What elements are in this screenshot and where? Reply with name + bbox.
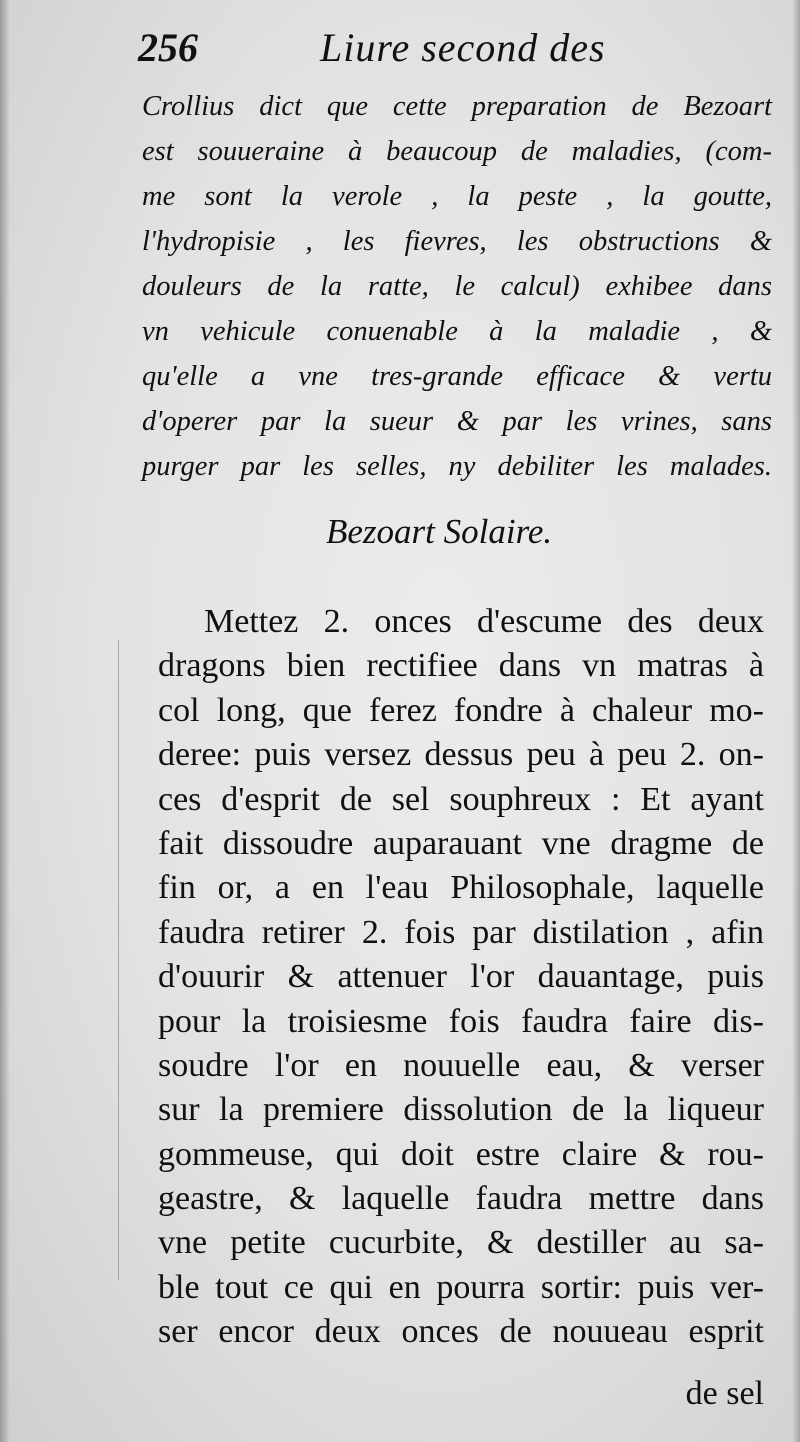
margin-pencil-mark bbox=[118, 640, 137, 1280]
body-line: pour la troisiesme fois faudra faire dis- bbox=[158, 1002, 764, 1040]
body-line: ser encor deux onces de nouueau esprit bbox=[158, 1313, 764, 1351]
page-number: 256 bbox=[138, 25, 198, 70]
body-line: ble tout ce qui en pourra sortir: puis ver- bbox=[158, 1268, 764, 1306]
body-line: geastre, & laquelle faudra mettre dans bbox=[158, 1180, 764, 1218]
body-line: ces d'esprit de sel souphreux : Et ayant bbox=[158, 780, 764, 818]
italic-line: douleurs de la ratte, le calcul) exhibee dans bbox=[142, 271, 772, 302]
catchword: de sel bbox=[685, 1375, 764, 1412]
italic-line: purger par les selles, ny debiliter les malades. bbox=[142, 451, 772, 482]
body-line: deree: puis versez dessus peu à peu 2. on- bbox=[158, 736, 764, 774]
italic-paragraph bbox=[142, 84, 772, 489]
section-title: Bezoart Solaire. bbox=[326, 512, 553, 551]
page-edge-shadow-right bbox=[792, 0, 800, 1442]
body-line: Mettez 2. onces d'escume des deux bbox=[204, 603, 764, 640]
body-line: soudre l'or en nouuelle eau, & verser bbox=[158, 1046, 764, 1084]
page-edge-shadow-left bbox=[0, 0, 10, 1442]
body-paragraph bbox=[158, 600, 764, 1355]
running-head: Liure second des bbox=[320, 25, 606, 70]
body-line: fin or, a en l'eau Philosophale, laquelle bbox=[158, 869, 764, 907]
italic-line: d'operer par la sueur & par les vrines, sans bbox=[142, 406, 772, 437]
body-line: gommeuse, qui doit estre claire & rou- bbox=[158, 1135, 764, 1173]
page-header bbox=[138, 22, 618, 82]
body-line: dragons bien rectifiee dans vn matras à bbox=[158, 647, 764, 685]
italic-line: est souueraine à beaucoup de maladies, (com- bbox=[142, 136, 772, 167]
italic-line: Crollius dict que cette preparation de Bezoart bbox=[142, 91, 772, 122]
body-line: sur la premiere dissolution de la liqueur bbox=[158, 1091, 764, 1129]
body-line: d'ouurir & attenuer l'or dauantage, puis bbox=[158, 958, 764, 996]
body-line: vne petite cucurbite, & destiller au sa- bbox=[158, 1224, 764, 1262]
italic-line: l'hydropisie , les fievres, les obstructions & bbox=[142, 226, 772, 257]
italic-line: qu'elle a vne tres-grande efficace & vertu bbox=[142, 361, 772, 392]
italic-line: vn vehicule conuenable à la maladie , & bbox=[142, 316, 772, 347]
body-line: col long, que ferez fondre à chaleur mo- bbox=[158, 691, 764, 729]
italic-line: me sont la verole , la peste , la goutte, bbox=[142, 181, 772, 212]
body-line: faudra retirer 2. fois par distilation , afin bbox=[158, 913, 764, 951]
body-line: fait dissoudre auparauant vne dragme de bbox=[158, 824, 764, 862]
